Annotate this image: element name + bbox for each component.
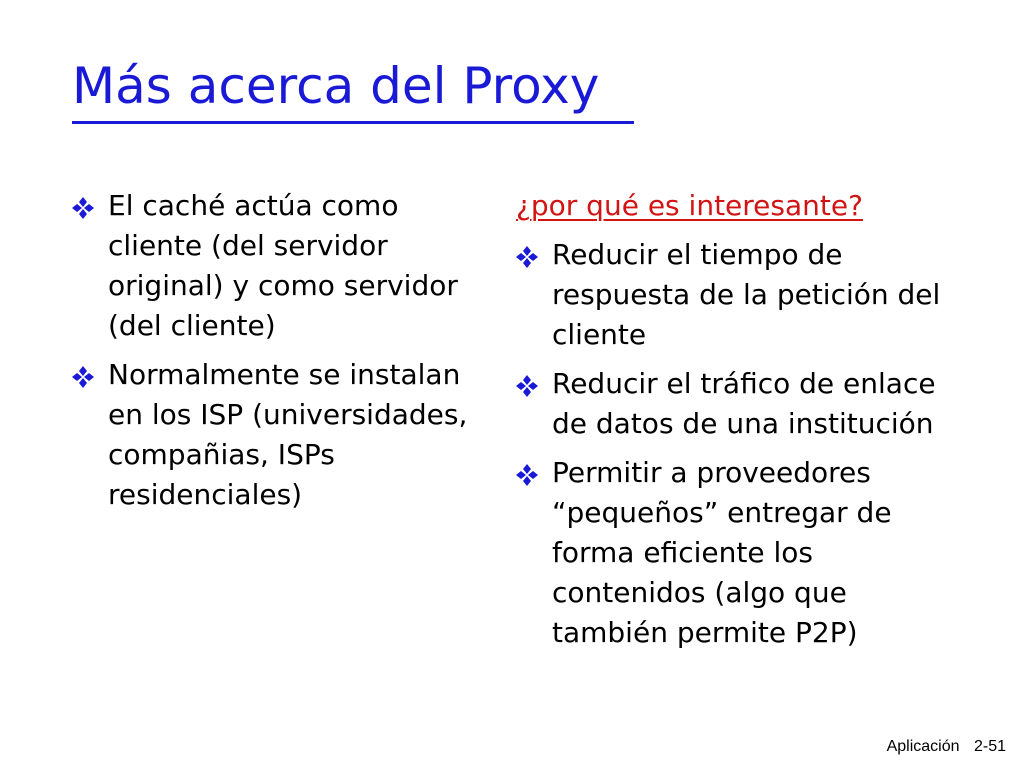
right-column-heading: ¿por qué es interesante? bbox=[516, 189, 863, 222]
diamond-bullet-icon bbox=[516, 464, 538, 486]
diamond-bullet-icon bbox=[516, 375, 538, 397]
footer-section: Aplicación bbox=[886, 738, 960, 755]
right-bullet-text: Permitir a proveedores “pequeños” entregar de forma eficiente los contenidos (algo que también permite P2P) bbox=[552, 456, 892, 649]
slide-footer bbox=[887, 738, 1006, 756]
right-bullet-text: Reducir el tiempo de respuesta de la petición del cliente bbox=[552, 238, 941, 351]
left-bullet-text: Normalmente se instalan en los ISP (universidades, compañias, ISPs residenciales) bbox=[108, 358, 468, 511]
left-column bbox=[72, 186, 472, 524]
right-bullet-item bbox=[516, 235, 956, 355]
right-bullet-list bbox=[516, 235, 956, 653]
right-bullet-item bbox=[516, 453, 956, 653]
left-bullet-item bbox=[72, 186, 472, 346]
right-bullet-text: Reducir el tráfico de enlace de datos de una institución bbox=[552, 367, 936, 440]
right-column bbox=[516, 186, 956, 662]
diamond-bullet-icon bbox=[516, 246, 538, 268]
footer-page-number: 2-51 bbox=[973, 738, 1006, 755]
slide-title: Más acerca del Proxy bbox=[72, 57, 600, 115]
left-bullet-list bbox=[72, 186, 472, 515]
left-bullet-item bbox=[72, 355, 472, 515]
diamond-bullet-icon bbox=[72, 197, 94, 219]
right-bullet-item bbox=[516, 364, 956, 444]
diamond-bullet-icon bbox=[72, 366, 94, 388]
left-bullet-text: El caché actúa como cliente (del servidor original) y como servidor (del cliente) bbox=[108, 189, 458, 342]
title-underline bbox=[72, 121, 634, 124]
